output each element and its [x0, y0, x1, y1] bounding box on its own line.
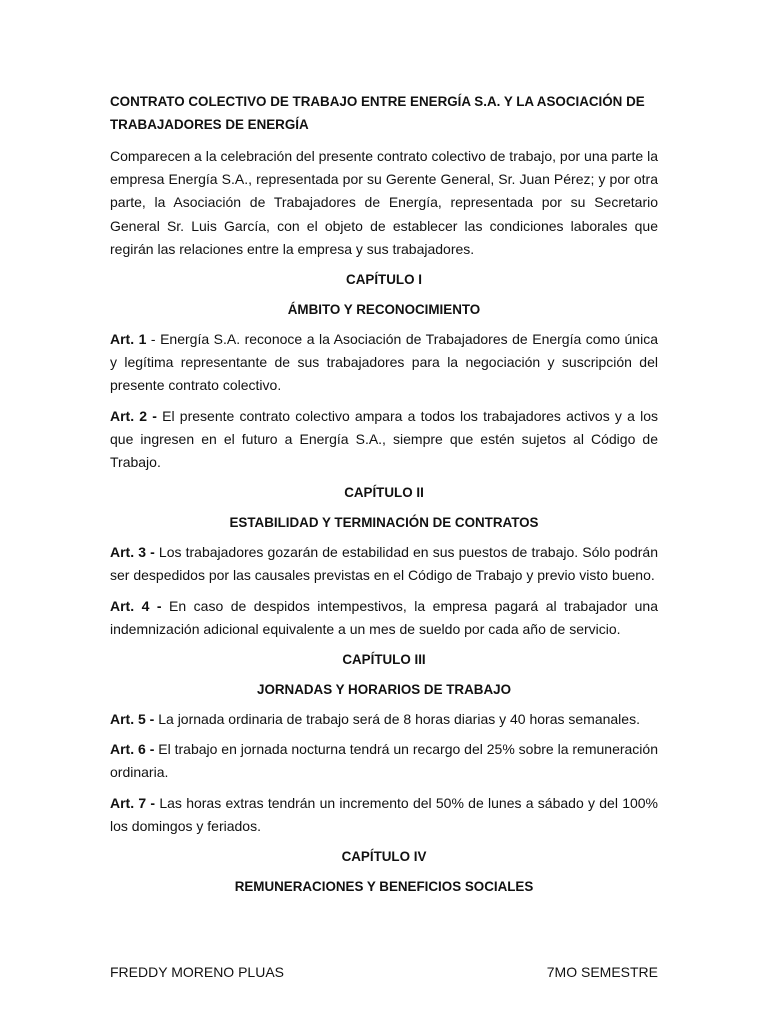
article-1 [110, 328, 658, 398]
article-7-label: Art. 7 - [110, 794, 156, 811]
article-2-label: Art. 2 - [110, 407, 157, 424]
chapter-3-number: CAPÍTULO III [342, 652, 426, 668]
chapter-4-title: REMUNERACIONES Y BENEFICIOS SOCIALES [234, 879, 534, 895]
article-4 [110, 595, 658, 641]
footer-author: FREDDY MORENO PLUAS [110, 964, 284, 980]
chapter-2-number: CAPÍTULO II [344, 485, 424, 501]
article-5 [110, 708, 658, 731]
page-footer [110, 962, 658, 982]
article-7-text: Las horas extras tendrán un incremento del 50% de lunes a sábado y del 100% los domingos y feriados. [110, 794, 658, 834]
article-4-label: Art. 4 - [110, 597, 162, 614]
document-page [110, 90, 658, 905]
article-5-label: Art. 5 - [110, 711, 155, 728]
article-3 [110, 541, 658, 587]
article-3-text: Los trabajadores gozarán de estabilidad en sus puestos de trabajo. Sólo podrán ser despedidos por las causales previstas en el Código de Trabajo y previo visto bueno. [110, 544, 658, 584]
chapter-2-title: ESTABILIDAD Y TERMINACIÓN DE CONTRATOS [229, 515, 539, 531]
article-6-label: Art. 6 - [110, 741, 155, 758]
article-7 [110, 792, 658, 838]
chapter-3-title: JORNADAS Y HORARIOS DE TRABAJO [257, 682, 511, 698]
article-1-text: - Energía S.A. reconoce a la Asociación de Trabajadores de Energía como única y legítima representante de sus trabajadores para la negociación y suscripción del presente contrato colectivo. [110, 331, 658, 394]
article-1-label: Art. 1 [110, 331, 147, 348]
chapter-1-number: CAPÍTULO I [346, 272, 422, 288]
article-2 [110, 405, 658, 475]
article-5-text: La jornada ordinaria de trabajo será de 8 horas diarias y 40 horas semanales. [154, 711, 640, 728]
intro-paragraph: Comparecen a la celebración del presente contrato colectivo de trabajo, por una parte la empresa Energía S.A., representada por su Gerente General, Sr. Juan Pérez; y por otra parte, la Asociación de Trabajadores de Energía, representada por su Secretario General Sr. Luis García, con el objeto de establecer las condiciones laborales que regirán las relaciones entre la empresa y sus trabajadores. [110, 148, 658, 257]
document-title: CONTRATO COLECTIVO DE TRABAJO ENTRE ENERGÍA S.A. Y LA ASOCIACIÓN DE TRABAJADORES DE ENERGÍA [110, 94, 645, 132]
chapter-4-number: CAPÍTULO IV [341, 849, 427, 865]
article-6 [110, 738, 658, 784]
article-2-text: El presente contrato colectivo ampara a todos los trabajadores activos y a los que ingresen en el futuro a Energía S.A., siempre que estén sujetos al Código de Trabajo. [110, 407, 658, 471]
article-4-text: En caso de despidos intempestivos, la empresa pagará al trabajador una indemnización adicional equivalente a un mes de sueldo por cada año de servicio. [110, 597, 658, 637]
footer-semester: 7MO SEMESTRE [546, 964, 658, 980]
article-6-text: El trabajo en jornada nocturna tendrá un recargo del 25% sobre la remuneración ordinaria. [110, 741, 658, 781]
article-3-label: Art. 3 - [110, 544, 155, 561]
chapter-1-title: ÁMBITO Y RECONOCIMIENTO [287, 302, 481, 318]
